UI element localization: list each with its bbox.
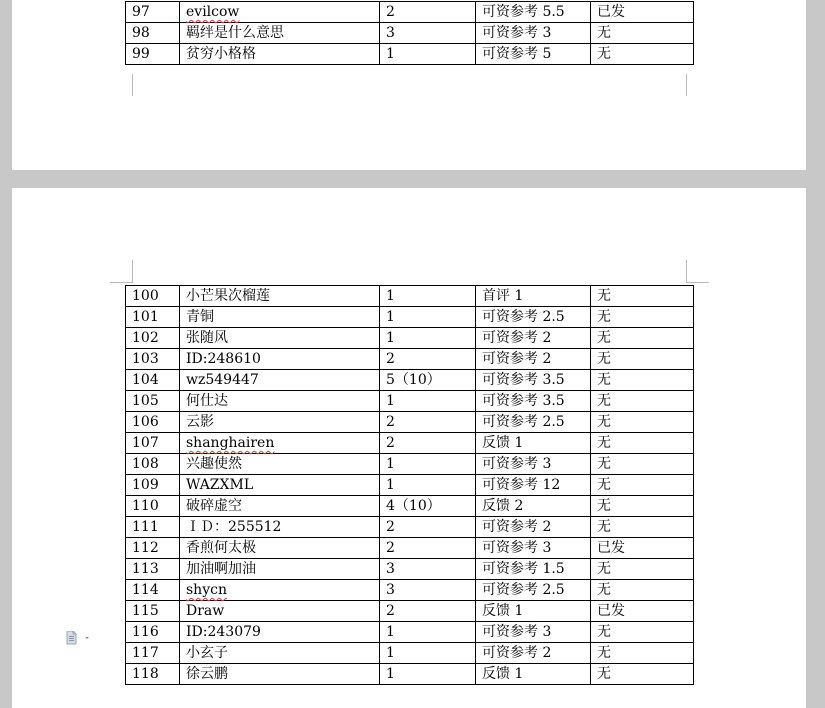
chevron-down-icon: [85, 637, 89, 639]
note-cell: 可资参考 3: [476, 622, 591, 643]
count-cell: 3: [380, 580, 476, 601]
note-cell: 反馈 2: [476, 496, 591, 517]
row-number-cell: 104: [126, 370, 180, 391]
status-cell: 无: [591, 391, 694, 412]
table-row: [126, 44, 694, 65]
table-row: [126, 391, 694, 412]
data-table-page-2: [125, 285, 694, 685]
note-cell: 反馈 1: [476, 601, 591, 622]
row-number-cell: 106: [126, 412, 180, 433]
count-cell: 1: [380, 286, 476, 307]
name-cell: [180, 580, 380, 601]
note-cell: 反馈 1: [476, 433, 591, 454]
row-number-cell: 117: [126, 643, 180, 664]
row-number-cell: 101: [126, 307, 180, 328]
note-cell: 可资参考 2.5: [476, 412, 591, 433]
row-number-cell: 111: [126, 517, 180, 538]
row-number-cell: 110: [126, 496, 180, 517]
name-cell: 加油啊加油: [180, 559, 380, 580]
name-cell: 香煎何太极: [180, 538, 380, 559]
status-cell: 无: [591, 328, 694, 349]
status-cell: 无: [591, 559, 694, 580]
table-row: [126, 328, 694, 349]
count-cell: 3: [380, 559, 476, 580]
count-cell: 2: [380, 412, 476, 433]
name-cell: 小芒果次榴莲: [180, 286, 380, 307]
count-cell: 1: [380, 328, 476, 349]
count-cell: 1: [380, 307, 476, 328]
status-cell: 无: [591, 517, 694, 538]
count-cell: 2: [380, 349, 476, 370]
row-number-cell: 99: [126, 44, 180, 65]
note-cell: 可资参考 12: [476, 475, 591, 496]
count-cell: 3: [380, 23, 476, 44]
note-cell: 可资参考 3.5: [476, 370, 591, 391]
name-cell: 何仕达: [180, 391, 380, 412]
count-cell: 1: [380, 643, 476, 664]
status-cell: 无: [591, 23, 694, 44]
table-row: [126, 580, 694, 601]
name-cell: ID:248610: [180, 349, 380, 370]
count-cell: 1: [380, 391, 476, 412]
row-number-cell: 118: [126, 664, 180, 685]
status-cell: 无: [591, 580, 694, 601]
status-cell: 无: [591, 622, 694, 643]
document-page-1: [12, 0, 806, 170]
status-cell: 无: [591, 412, 694, 433]
name-cell: WAZXML: [180, 475, 380, 496]
count-cell: 4（10）: [380, 496, 476, 517]
name-cell: [180, 433, 380, 454]
status-cell: 已发: [591, 2, 694, 23]
row-number-cell: 102: [126, 328, 180, 349]
row-number-cell: 114: [126, 580, 180, 601]
name-cell: 小玄子: [180, 643, 380, 664]
name-cell: 兴趣使然: [180, 454, 380, 475]
misspelled-word: shanghairen: [186, 435, 275, 451]
table-row: [126, 412, 694, 433]
status-cell: 已发: [591, 601, 694, 622]
table-row: [126, 517, 694, 538]
document-icon: [66, 631, 90, 645]
row-number-cell: 113: [126, 559, 180, 580]
table-row: [126, 475, 694, 496]
name-cell: Draw: [180, 601, 380, 622]
count-cell: 1: [380, 664, 476, 685]
row-number-cell: 97: [126, 2, 180, 23]
crop-mark-top-left: [110, 260, 133, 283]
table-row: [126, 496, 694, 517]
data-table-page-1: [125, 1, 694, 65]
count-cell: 1: [380, 44, 476, 65]
count-cell: 2: [380, 517, 476, 538]
note-cell: 可资参考 5.5: [476, 2, 591, 23]
note-cell: 可资参考 2: [476, 643, 591, 664]
paste-options-button[interactable]: [66, 630, 90, 644]
status-cell: 无: [591, 307, 694, 328]
name-cell: 破碎虚空: [180, 496, 380, 517]
misspelled-word: shycn: [186, 582, 227, 598]
name-cell: wz549447: [180, 370, 380, 391]
name-cell: 贫穷小格格: [180, 44, 380, 65]
note-cell: 可资参考 3: [476, 23, 591, 44]
count-cell: 2: [380, 2, 476, 23]
note-cell: 可资参考 2: [476, 517, 591, 538]
row-number-cell: 115: [126, 601, 180, 622]
table-row: [126, 286, 694, 307]
count-cell: 1: [380, 475, 476, 496]
count-cell: 2: [380, 433, 476, 454]
name-cell: [180, 2, 380, 23]
status-cell: 无: [591, 496, 694, 517]
row-number-cell: 116: [126, 622, 180, 643]
table-row: [126, 23, 694, 44]
count-cell: 1: [380, 622, 476, 643]
status-cell: 无: [591, 349, 694, 370]
table-row: [126, 664, 694, 685]
status-cell: 无: [591, 475, 694, 496]
row-number-cell: 109: [126, 475, 180, 496]
table-row: [126, 622, 694, 643]
table-row: [126, 307, 694, 328]
table-row: [126, 559, 694, 580]
count-cell: 2: [380, 538, 476, 559]
note-cell: 可资参考 2.5: [476, 307, 591, 328]
note-cell: 反馈 1: [476, 664, 591, 685]
status-cell: 无: [591, 454, 694, 475]
table-row: [126, 2, 694, 23]
table-row: [126, 433, 694, 454]
status-cell: 无: [591, 643, 694, 664]
note-cell: 可资参考 2: [476, 349, 591, 370]
document-page-2: [12, 188, 806, 708]
note-cell: 可资参考 3: [476, 538, 591, 559]
status-cell: 无: [591, 370, 694, 391]
note-cell: 可资参考 3.5: [476, 391, 591, 412]
note-cell: 可资参考 3: [476, 454, 591, 475]
row-number-cell: 108: [126, 454, 180, 475]
table-row: [126, 643, 694, 664]
note-cell: 可资参考 1.5: [476, 559, 591, 580]
note-cell: 可资参考 2: [476, 328, 591, 349]
row-number-cell: 100: [126, 286, 180, 307]
crop-mark-bottom-right: [686, 74, 709, 96]
name-cell: 徐云鹏: [180, 664, 380, 685]
note-cell: 首评 1: [476, 286, 591, 307]
status-cell: 无: [591, 664, 694, 685]
row-number-cell: 103: [126, 349, 180, 370]
misspelled-word: evilcow: [186, 4, 240, 20]
count-cell: 5（10）: [380, 370, 476, 391]
table-row: [126, 538, 694, 559]
table-row: [126, 349, 694, 370]
table-row: [126, 601, 694, 622]
name-cell: 云影: [180, 412, 380, 433]
status-cell: 无: [591, 44, 694, 65]
row-number-cell: 112: [126, 538, 180, 559]
count-cell: 1: [380, 454, 476, 475]
name-cell: ＩＤ：255512: [180, 517, 380, 538]
table-row: [126, 370, 694, 391]
name-cell: 羁绊是什么意思: [180, 23, 380, 44]
status-cell: 无: [591, 433, 694, 454]
status-cell: 已发: [591, 538, 694, 559]
count-cell: 2: [380, 601, 476, 622]
crop-mark-top-right: [686, 260, 709, 283]
row-number-cell: 98: [126, 23, 180, 44]
row-number-cell: 107: [126, 433, 180, 454]
crop-mark-bottom-left: [110, 74, 133, 96]
name-cell: 青铜: [180, 307, 380, 328]
name-cell: ID:243079: [180, 622, 380, 643]
note-cell: 可资参考 5: [476, 44, 591, 65]
status-cell: 无: [591, 286, 694, 307]
table-row: [126, 454, 694, 475]
row-number-cell: 105: [126, 391, 180, 412]
note-cell: 可资参考 2.5: [476, 580, 591, 601]
name-cell: 张随风: [180, 328, 380, 349]
